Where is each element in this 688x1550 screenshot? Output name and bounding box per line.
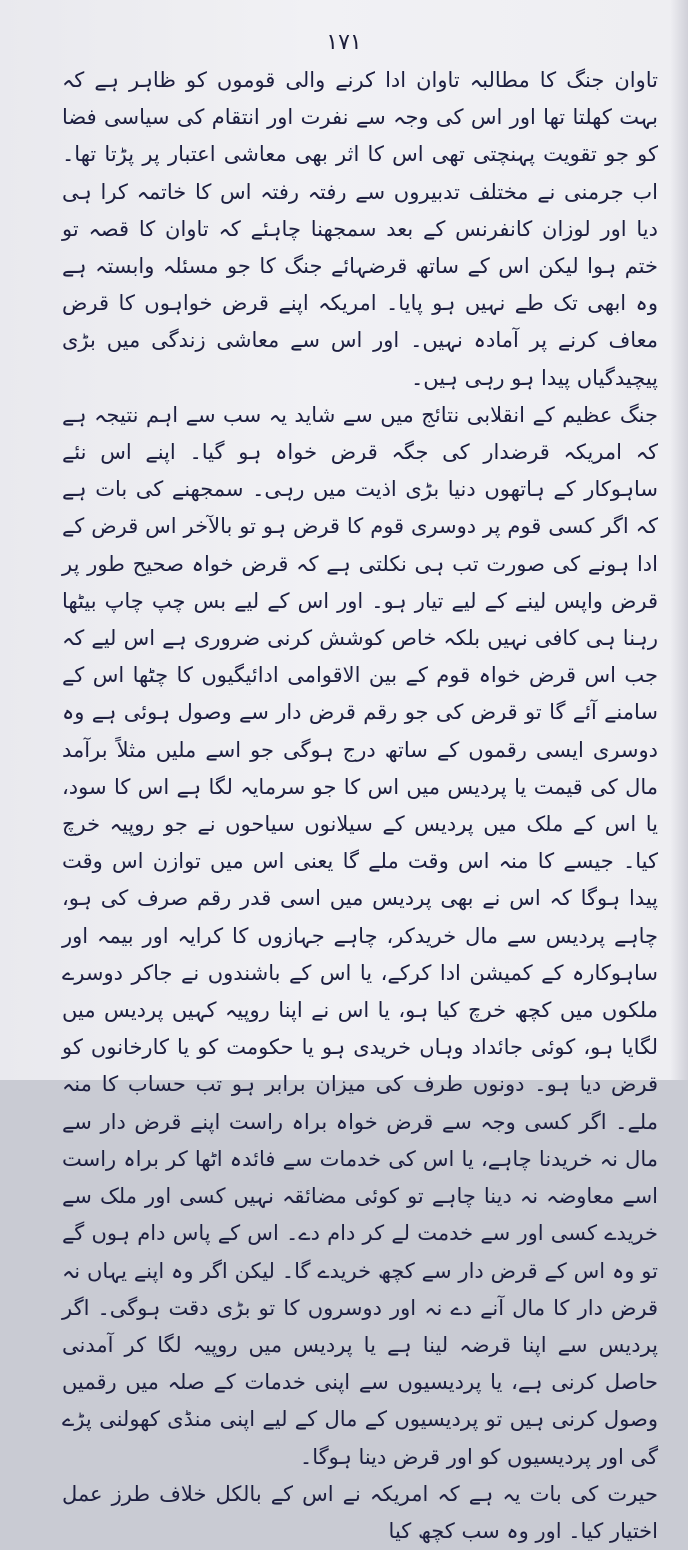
paragraph-1: تاوان جنگ کا مطالبہ تاوان ادا کرنے والی قوموں کو ظاہر ہے کہ بہت کھلتا تھا اور اس کی وجہ سے نفرت اور انتقام کی سیاسی فضا کو جو تقویت پہنچتی تھی اس کا اثر بھی معاشی اعتبار پر پڑتا تھا۔ اب جرمنی نے مختلف تدبیروں سے رفتہ رفتہ اس کا خاتمہ کرا ہی دیا اور لوزان کانفرنس کے بعد سمجھنا چاہئے کہ تاوان کا قصہ تو ختم ہوا لیکن اس کے ساتھ قرضہائے جنگ کا جو مسئلہ وابستہ ہے وہ ابھی تک طے نہیں ہو پایا۔ امریکہ اپنے قرض خواہوں کا قرض معاف کرنے پر آمادہ نہیں۔ اور اس سے معاشی زندگی میں بڑی پیچیدگیاں پیدا ہو رہی ہیں۔	[62, 68, 658, 390]
body-text	[62, 62, 658, 1550]
paragraph-2: جنگ عظیم کے انقلابی نتائج میں سے شاید یہ سب سے اہم نتیجہ ہے کہ امریکہ قرضدار کی جگہ قرض خواہ ہو گیا۔ اپنے اس نئے ساہوکار کے ہاتھوں دنیا بڑی اذیت میں رہی۔ سمجھنے کی بات ہے کہ اگر کسی قوم پر دوسری قوم کا قرض ہو تو بالآخر اس قرض کے ادا ہونے کی صورت تب ہی نکلتی ہے کہ قرض خواہ صحیح طور پر قرض واپس لینے کے لیے تیار ہو۔ اور اس کے لیے بس چپ چاپ بیٹھا رہنا ہی کافی نہیں بلکہ خاص کوشش کرنی ضروری ہے اس لیے کہ جب اس قرض خواہ قوم کے بین الاقوامی ادائیگیوں کا چٹھا اس کے سامنے آئے گا تو قرض کی جو رقم قرض دار سے وصول ہوئی ہے وہ دوسری ایسی رقموں کے ساتھ درج ہوگی جو اسے ملیں مثلاً برآمد مال کی قیمت یا پردیس میں اس کا جو سرمایہ لگا ہے اس کا سود، یا اس کے ملک میں پردیس کے سیلانوں سیاحوں نے جو روپیہ خرچ کیا۔ جیسے کا منہ اس وقت ملے گا یعنی اس میں توازن اس وقت پیدا ہوگا کہ اس نے بھی پردیس میں اسی قدر رقم صرف کی ہو، چاہے پردیس سے مال خریدکر، چاہے جہازوں کا کرایہ اور بیمہ اور ساہوکارہ کے کمیشن ادا کرکے، یا اس کے باشندوں نے جاکر دوسرے ملکوں میں کچھ خرچ کیا ہو، یا اس نے اپنا روپیہ کہیں پردیس میں لگایا ہو، کوئی جائداد وہاں خریدی ہو یا حکومت کو یا کارخانوں کو قرض دیا ہو۔ دونوں طرف کی میزان برابر ہو تب حساب کا منہ ملے۔ اگر کسی وجہ سے قرض خواہ براہ راست اپنے قرض دار سے مال نہ خریدنا چاہے، یا اس کی خدمات سے فائدہ اٹھا کر براہ راست اسے معاوضہ نہ دینا چاہے تو کوئی مضائقہ نہیں کسی اور ملک سے خریدے کسی اور سے خدمت لے کر دام دے۔ اس کے پاس دام ہوں گے تو وہ اس کے قرض دار سے کچھ خریدے گا۔ لیکن اگر وہ اپنے یہاں نہ قرض دار کا مال آنے دے نہ اور دوسروں کا تو بڑی دقت ہوگی۔ اگر پردیس سے اپنا قرضہ لینا ہے یا پردیس میں روپیہ لگا کر آمدنی حاصل کرنی ہے، یا پردیسیوں سے اپنی خدمات کے صلہ میں رقمیں وصول کرنی ہیں تو پردیسیوں کے مال کے لیے اپنی منڈی کھولنی پڑے گی اور پردیسیوں کو اور قرض دینا ہوگا۔	[62, 402, 658, 1469]
page-number: ۱۷۱	[326, 30, 362, 55]
paragraph-3: حیرت کی بات یہ ہے کہ امریکہ نے اس کے بالکل خلاف طرز عمل اختیار کیا۔ اور وہ سب کچھ کیا	[62, 1481, 658, 1543]
